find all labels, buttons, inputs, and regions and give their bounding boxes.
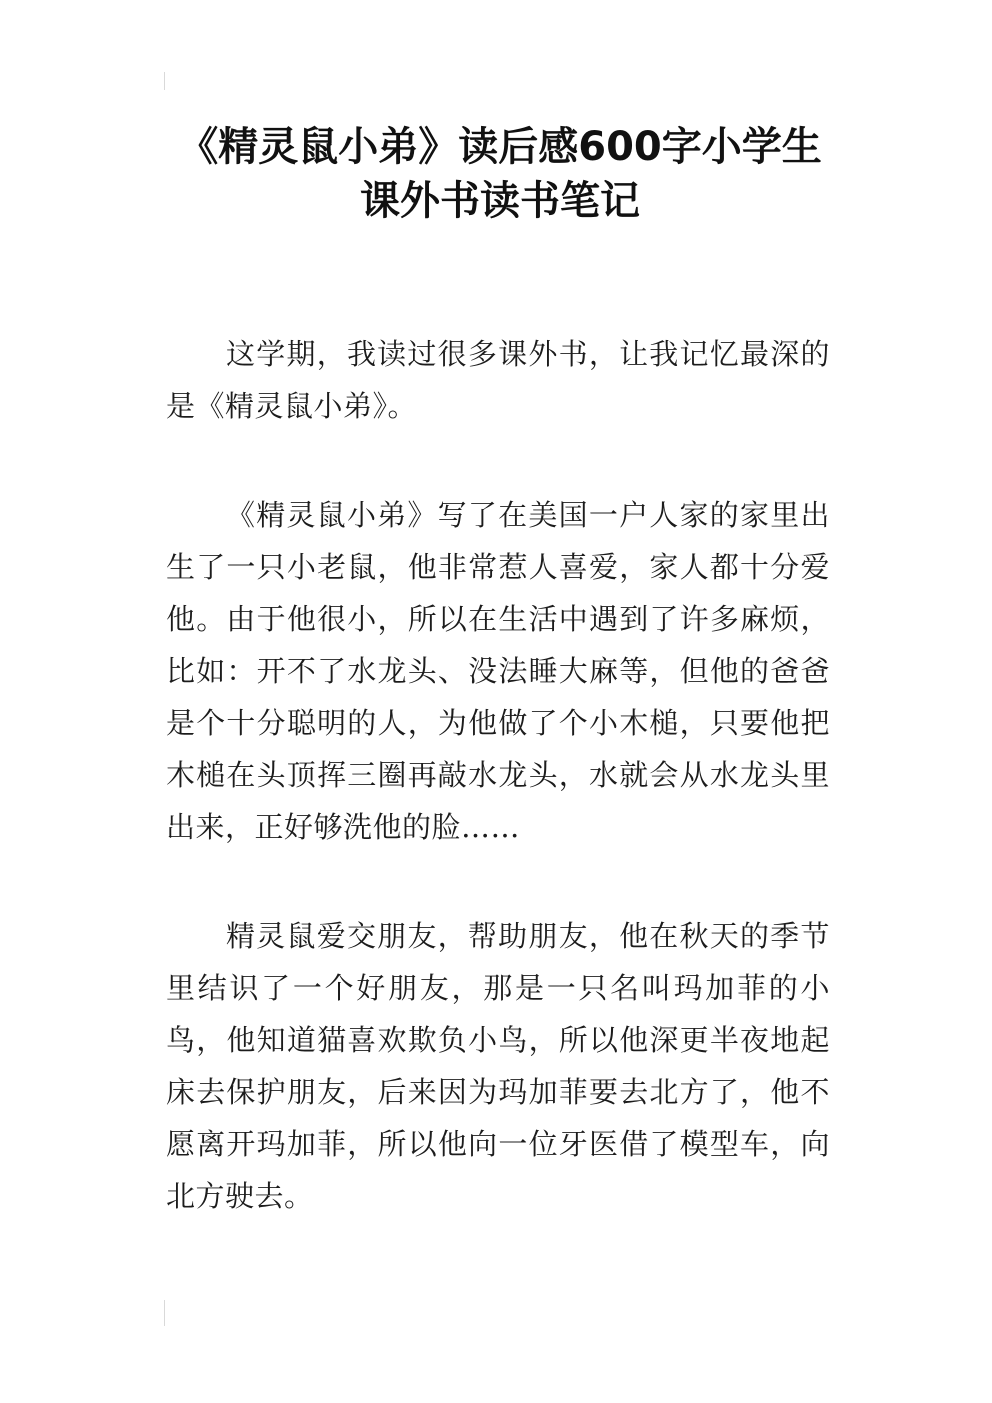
title-line-2: 课外书读书笔记 [360,178,640,224]
title-line-1: 《精灵鼠小弟》读后感600字小学生 [178,124,822,170]
document-title [150,120,850,228]
paragraph-3: 精灵鼠爱交朋友，帮助朋友，他在秋天的季节里结识了一个好朋友，那是一只名叫玛加菲的小鸟，他知道猫喜欢欺负小鸟，所以他深更半夜地起床去保护朋友，后来因为玛加菲要去北方了，他不愿离开玛加菲，所以他向一位牙医借了模型车，向北方驶去。 [166,919,830,1213]
margin-mark-bottom [164,1300,165,1326]
paragraph-1: 这学期，我读过很多课外书，让我记忆最深的是《精灵鼠小弟》。 [166,337,830,423]
document-body [166,328,830,1279]
margin-mark-top [164,72,165,90]
paragraph-2: 《精灵鼠小弟》写了在美国一户人家的家里出生了一只小老鼠，他非常惹人喜爱，家人都十分爱他。由于他很小，所以在生活中遇到了许多麻烦，比如：开不了水龙头、没法睡大麻等，但他的爸爸是个十分聪明的人，为他做了个小木槌，只要他把木槌在头顶挥三圈再敲水龙头，水就会从水龙头里出来，正好够洗他的脸…… [166,498,830,844]
